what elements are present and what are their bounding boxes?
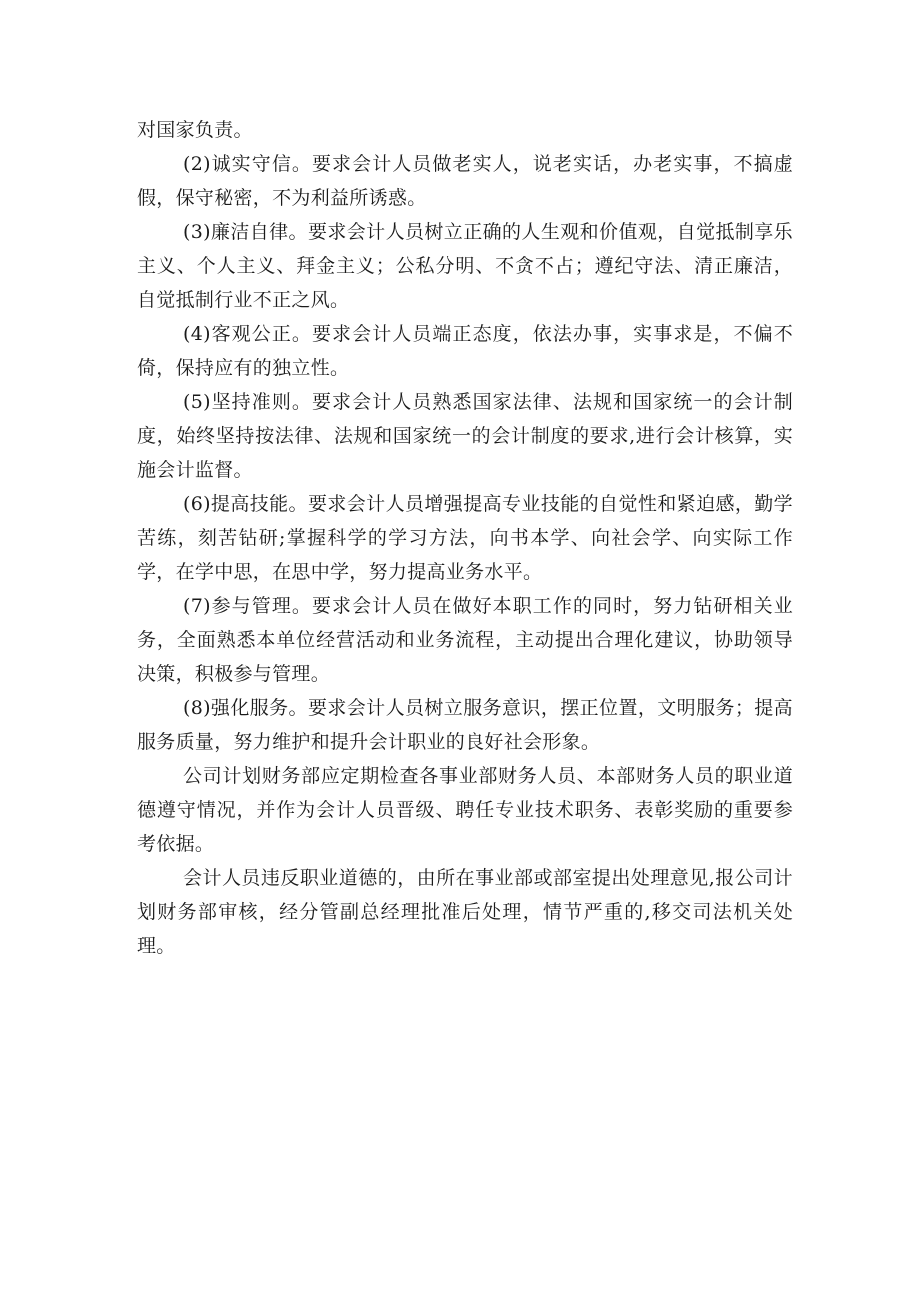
paragraph-violation: 会计人员违反职业道德的，由所在事业部或部室提出处理意见,报公司计划财务部审核，经分管副总经理批准后处理，情节严重的,移交司法机关处理。	[137, 867, 793, 957]
paragraph-item-8: (8)强化服务。要求会计人员树立服务意识，摆正位置，文明服务；提高服务质量，努力维护和提升会计职业的良好社会形象。	[137, 697, 793, 753]
paragraph-item-2: (2)诚实守信。要求会计人员做老实人，说老实话，办老实事，不搞虚假，保守秘密，不为利益所诱惑。	[137, 153, 793, 209]
paragraph-item-5: (5)坚持准则。要求会计人员熟悉国家法律、法规和国家统一的会计制度，始终坚持按法律、法规和国家统一的会计制度的要求,进行会计核算，实施会计监督。	[137, 391, 793, 481]
paragraph-inspection: 公司计划财务部应定期检查各事业部财务人员、本部财务人员的职业道德遵守情况，并作为会计人员晋级、聘任专业技术职务、表彰奖励的重要参考依据。	[137, 765, 793, 855]
document-body	[137, 113, 793, 963]
paragraph-item-7: (7)参与管理。要求会计人员在做好本职工作的同时，努力钻研相关业务，全面熟悉本单位经营活动和业务流程，主动提出合理化建议，协助领导决策，积极参与管理。	[137, 595, 793, 685]
paragraph-item-4: (4)客观公正。要求会计人员端正态度，依法办事，实事求是，不偏不倚，保持应有的独立性。	[137, 323, 793, 379]
paragraph-continuation: 对国家负责。	[137, 119, 253, 141]
paragraph-item-6: (6)提高技能。要求会计人员增强提高专业技能的自觉性和紧迫感，勤学苦练，刻苦钻研;掌握科学的学习方法，向书本学、向社会学、向实际工作学，在学中思，在思中学，努力提高业务水平。	[137, 493, 793, 583]
paragraph-item-3: (3)廉洁自律。要求会计人员树立正确的人生观和价值观，自觉抵制享乐主义、个人主义、拜金主义；公私分明、不贪不占；遵纪守法、清正廉洁，自觉抵制行业不正之风。	[137, 221, 793, 311]
